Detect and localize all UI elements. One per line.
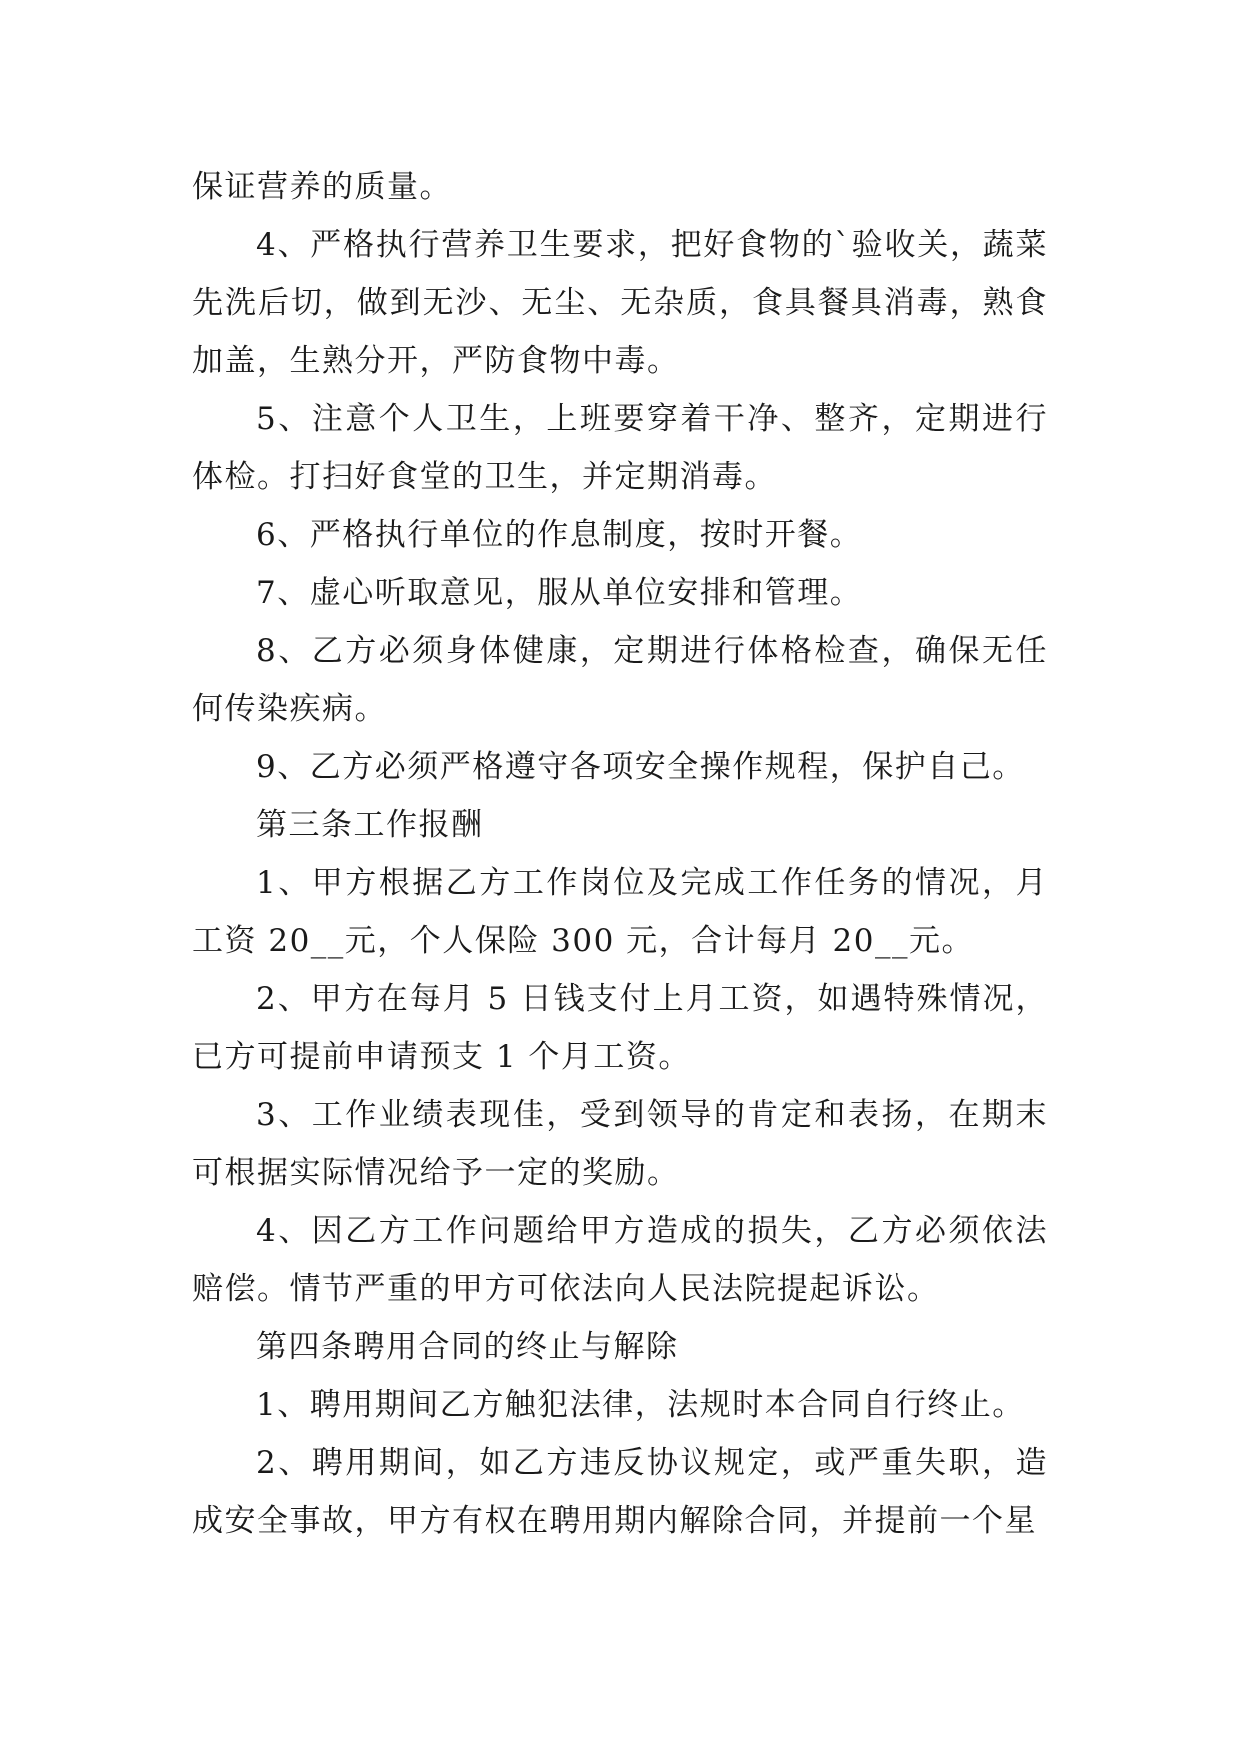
paragraph: 保证营养的质量。: [192, 169, 452, 205]
section-heading: 第三条工作报酬: [256, 807, 484, 843]
paragraph: 2、甲方在每月 5 日钱支付上月工资，如遇特殊情况，已方可提前申请预支 1 个月工资。: [192, 981, 1048, 1075]
paragraph: 5、注意个人卫生，上班要穿着干净、整齐，定期进行体检。打扫好食堂的卫生，并定期消毒。: [192, 401, 1048, 495]
paragraph: 7、虚心听取意见，服从单位安排和管理。: [256, 575, 863, 611]
paragraph: 1、聘用期间乙方触犯法律，法规时本合同自行终止。: [256, 1387, 1025, 1423]
paragraph: 1、甲方根据乙方工作岗位及完成工作任务的情况，月工资 20__元，个人保险 300 元，合计每月 20__元。: [192, 865, 1048, 959]
paragraph: 3、工作业绩表现佳，受到领导的肯定和表扬，在期末可根据实际情况给予一定的奖励。: [192, 1097, 1048, 1191]
paragraph: 8、乙方必须身体健康，定期进行体格检查，确保无任何传染疾病。: [192, 633, 1048, 727]
paragraph: 4、严格执行营养卫生要求，把好食物的`验收关，蔬菜先洗后切，做到无沙、无尘、无杂质，食具餐具消毒，熟食加盖，生熟分开，严防食物中毒。: [192, 227, 1048, 379]
paragraph: 6、严格执行单位的作息制度，按时开餐。: [256, 517, 863, 553]
document-page: [192, 158, 1048, 1550]
section-heading: 第四条聘用合同的终止与解除: [256, 1329, 679, 1365]
paragraph: 4、因乙方工作问题给甲方造成的损失，乙方必须依法赔偿。情节严重的甲方可依法向人民法院提起诉讼。: [192, 1213, 1048, 1307]
paragraph: 9、乙方必须严格遵守各项安全操作规程，保护自己。: [256, 749, 1025, 785]
paragraph: 2、聘用期间，如乙方违反协议规定，或严重失职，造成安全事故，甲方有权在聘用期内解除合同，并提前一个星: [192, 1445, 1048, 1539]
